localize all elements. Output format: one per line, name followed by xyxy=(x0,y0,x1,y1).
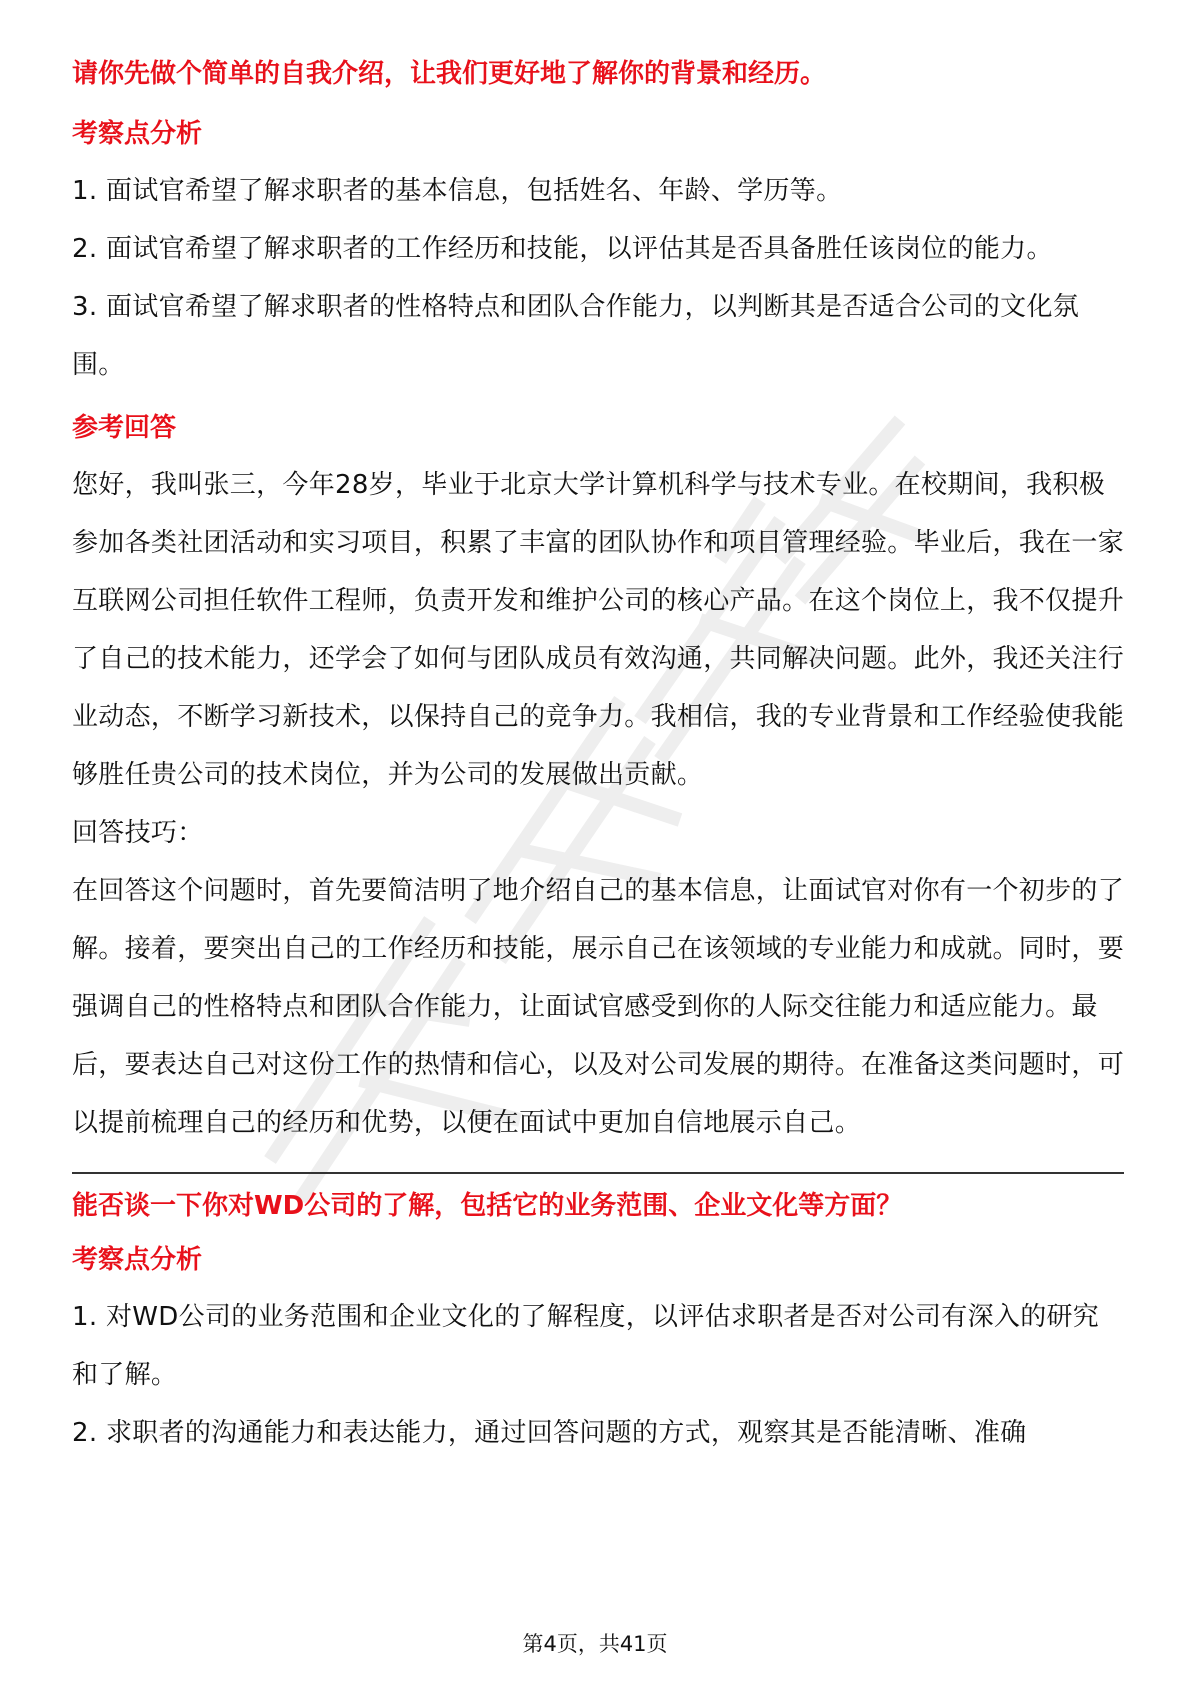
q2-analysis-item-1: 1. 对WD公司的业务范围和企业文化的了解程度，以评估求职者是否对公司有深入的研究和了解。 xyxy=(72,1302,1100,1390)
page-number-footer: 第4页，共41页 xyxy=(522,1632,668,1656)
q1-answer-heading: 参考回答 xyxy=(72,413,177,443)
document-body xyxy=(72,48,1124,1462)
q1-analysis-item-2: 2. 面试官希望了解求职者的工作经历和技能，以评估其是否具备胜任该岗位的能力。 xyxy=(72,234,1053,264)
q1-analysis-heading: 考察点分析 xyxy=(72,119,203,149)
question-1-title: 请你先做个简单的自我介绍，让我们更好地了解你的背景和经历。 xyxy=(72,59,827,89)
q1-analysis-item-1: 1. 面试官希望了解求职者的基本信息，包括姓名、年龄、学历等。 xyxy=(72,176,843,206)
q1-answer-text: 您好，我叫张三，今年28岁，毕业于北京大学计算机科学与技术专业。在校期间，我积极参加各类社团活动和实习项目，积累了丰富的团队协作和项目管理经验。毕业后，我在一家互联网公司担任软件工程师，负责开发和维护公司的核心产品。在这个岗位上，我不仅提升了自己的技术能力，还学会了如何与团队成员有效沟通，共同解决问题。此外，我还关注行业动态，不断学习新技术，以保持自己的竞争力。我相信，我的专业背景和工作经验使我能够胜任贵公司的技术岗位，并为公司的发展做出贡献。 xyxy=(72,470,1125,790)
q2-analysis-item-2: 2. 求职者的沟通能力和表达能力，通过回答问题的方式，观察其是否能清晰、准确 xyxy=(72,1418,1027,1448)
q1-analysis-item-3: 3. 面试官希望了解求职者的性格特点和团队合作能力，以判断其是否适合公司的文化氛围。 xyxy=(72,292,1080,380)
q1-tips-text: 在回答这个问题时，首先要简洁明了地介绍自己的基本信息，让面试官对你有一个初步的了解。接着，要突出自己的工作经历和技能，展示自己在该领域的专业能力和成就。同时，要强调自己的性格特点和团队合作能力，让面试官感受到你的人际交往能力和适应能力。最后，要表达自己对这份工作的热情和信心，以及对公司发展的期待。在准备这类问题时，可以提前梳理自己的经历和优势，以便在面试中更加自信地展示自己。 xyxy=(72,876,1125,1138)
q1-tips-heading: 回答技巧： xyxy=(72,818,204,848)
section-divider xyxy=(72,1172,1124,1174)
question-2-title: 能否谈一下你对WD公司的了解，包括它的业务范围、企业文化等方面？ xyxy=(72,1191,903,1221)
q2-analysis-heading: 考察点分析 xyxy=(72,1245,203,1275)
